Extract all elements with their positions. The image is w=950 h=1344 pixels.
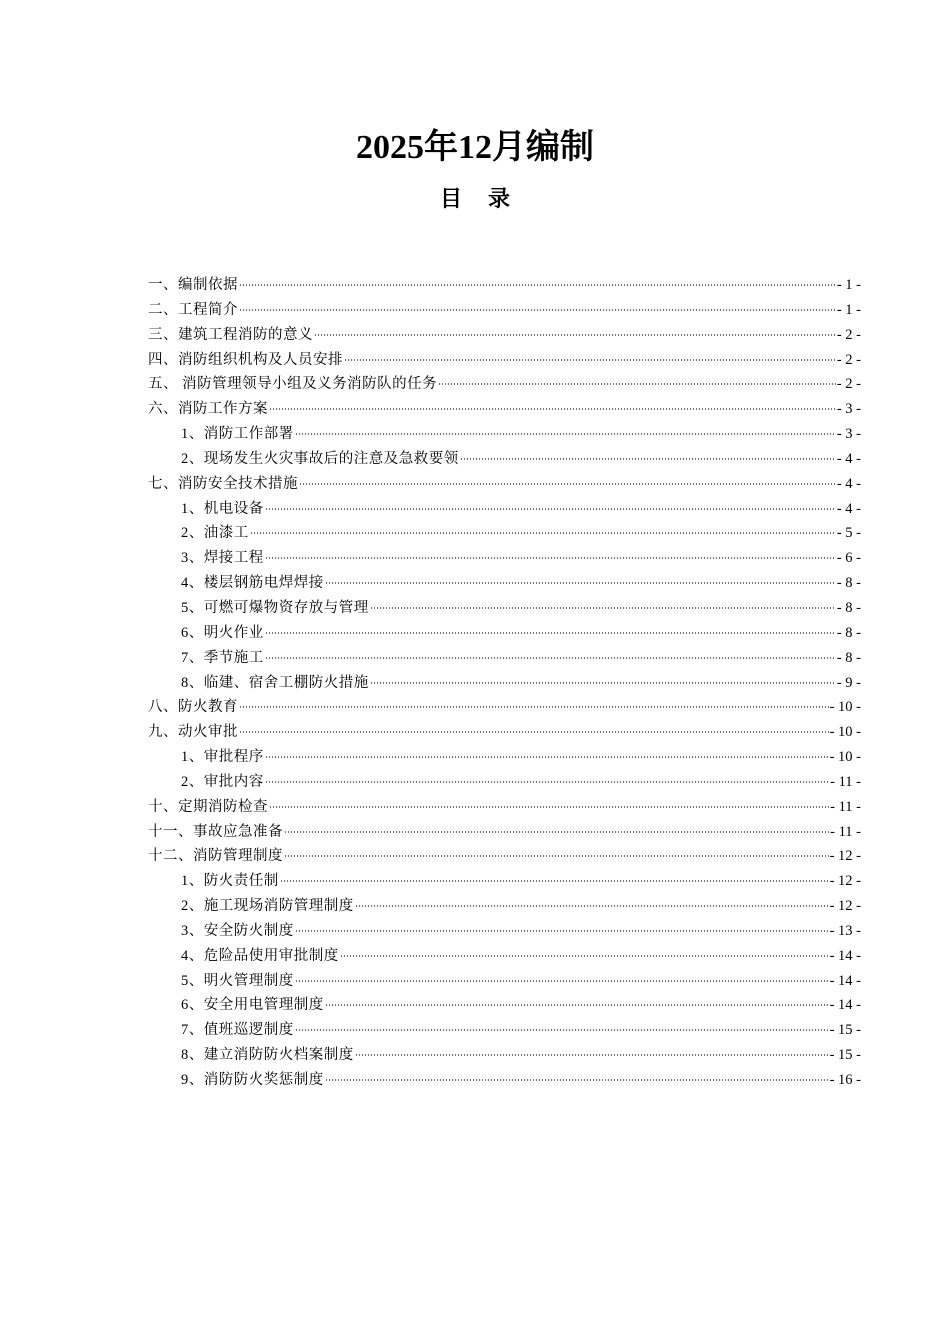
toc-entry-label: 五、 消防管理领导小组及义务消防队的任务 (148, 376, 438, 393)
toc-entry-label: 十二、消防管理制度 (148, 848, 283, 865)
toc-entry[interactable] (148, 372, 861, 397)
toc-entry-page-number: - 12 - (829, 848, 861, 865)
toc-entry-page-number: - 14 - (829, 972, 861, 989)
toc-entry[interactable] (148, 323, 861, 348)
toc-entry-label: 6、安全用电管理制度 (181, 997, 324, 1014)
toc-entry-page-number: - 12 - (829, 873, 861, 890)
toc-dot-leader (295, 930, 829, 932)
toc-heading: 目录 (439, 186, 536, 211)
toc-entry[interactable] (148, 820, 861, 845)
toc-dot-leader (295, 1029, 829, 1031)
toc-dot-leader (265, 781, 829, 783)
toc-entry-label: 二、工程简介 (148, 301, 238, 318)
toc-entry-label: 2、现场发生火灾事故后的注意及急救要领 (181, 450, 459, 467)
toc-entry-page-number: - 6 - (836, 550, 861, 567)
toc-entry[interactable] (148, 795, 861, 820)
toc-entry-page-number: - 15 - (829, 1047, 861, 1064)
toc-entry[interactable] (148, 1043, 861, 1068)
toc-entry-page-number: - 8 - (836, 575, 861, 592)
toc-entry[interactable] (148, 1018, 861, 1043)
toc-entry-label: 1、防火责任制 (181, 873, 279, 890)
toc-entry-page-number: - 1 - (836, 301, 861, 318)
toc-entry-page-number: - 14 - (829, 997, 861, 1014)
toc-dot-leader (265, 557, 836, 559)
toc-entry-label: 5、可燃可爆物资存放与管理 (181, 599, 369, 616)
toc-entry-page-number: - 8 - (836, 624, 861, 641)
toc-dot-leader (370, 607, 836, 609)
toc-dot-leader (250, 532, 836, 534)
toc-dot-leader (370, 682, 836, 684)
toc-entry-page-number: - 1 - (836, 277, 861, 293)
toc-entry[interactable] (148, 671, 861, 696)
document-title: 2025年12月编制 (356, 129, 594, 166)
toc-entry[interactable] (148, 447, 861, 472)
toc-entry-page-number: - 10 - (829, 724, 861, 741)
toc-dot-leader (265, 756, 829, 758)
toc-dot-leader (325, 1004, 829, 1006)
toc-entry-page-number: - 14 - (829, 947, 861, 964)
toc-dot-leader (355, 1054, 829, 1056)
toc-dot-leader (284, 831, 829, 833)
toc-entry[interactable] (148, 397, 861, 422)
toc-entry[interactable] (148, 497, 861, 522)
toc-entry-label: 1、审批程序 (181, 749, 264, 766)
toc-entry[interactable] (148, 944, 861, 969)
toc-entry[interactable] (148, 894, 861, 919)
toc-entry[interactable] (148, 621, 861, 646)
toc-entry-page-number: - 4 - (836, 450, 861, 467)
toc-entry-label: 2、油漆工 (181, 525, 249, 542)
toc-entry-page-number: - 10 - (829, 749, 861, 766)
toc-entry-label: 2、施工现场消防管理制度 (181, 898, 354, 915)
toc-entry-page-number: - 9 - (836, 674, 861, 691)
toc-dot-leader (280, 880, 829, 882)
toc-entry[interactable] (148, 695, 861, 720)
toc-entry-page-number: - 13 - (829, 922, 861, 939)
toc-entry-label: 7、季节施工 (181, 649, 264, 666)
toc-dot-leader (284, 855, 829, 857)
toc-entry-label: 4、危险品使用审批制度 (181, 947, 339, 964)
toc-entry-label: 2、审批内容 (181, 773, 264, 790)
toc-dot-leader (239, 284, 836, 286)
toc-entry-label: 8、建立消防防火档案制度 (181, 1047, 354, 1064)
toc-dot-leader (295, 980, 829, 982)
toc-entry-label: 5、明火管理制度 (181, 972, 294, 989)
toc-entry[interactable] (148, 596, 861, 621)
toc-dot-leader (299, 483, 836, 485)
toc-dot-leader (265, 657, 836, 659)
toc-entry-label: 9、消防防火奖惩制度 (181, 1072, 324, 1088)
toc-entry[interactable] (148, 745, 861, 770)
toc-entry-label: 1、机电设备 (181, 500, 264, 517)
toc-entry[interactable] (148, 646, 861, 671)
toc-entry-label: 4、楼层钢筋电焊焊接 (181, 575, 324, 592)
toc-entry[interactable] (148, 919, 861, 944)
toc-entry[interactable] (148, 521, 861, 546)
toc-entry-page-number: - 12 - (829, 898, 861, 915)
toc-entry-page-number: - 8 - (836, 599, 861, 616)
toc-entry-label: 3、焊接工程 (181, 550, 264, 567)
toc-entry-page-number: - 11 - (830, 823, 861, 840)
toc-entry-label: 十一、事故应急准备 (148, 823, 283, 840)
toc-entry[interactable] (148, 969, 861, 994)
toc-entry-page-number: - 2 - (836, 351, 861, 368)
toc-dot-leader (269, 806, 829, 808)
toc-entry-page-number: - 2 - (836, 376, 861, 393)
toc-dot-leader (265, 508, 836, 510)
toc-entry-label: 6、明火作业 (181, 624, 264, 641)
toc-dot-leader (239, 731, 829, 733)
toc-entry-label: 8、临建、宿舍工棚防火措施 (181, 674, 369, 691)
toc-entry-label: 3、安全防火制度 (181, 922, 294, 939)
toc-dot-leader (314, 334, 836, 336)
toc-entry[interactable] (148, 993, 861, 1018)
toc-entry-label: 三、建筑工程消防的意义 (148, 326, 313, 343)
toc-entry[interactable] (148, 869, 861, 894)
toc-entry[interactable] (148, 546, 861, 571)
toc-entry-page-number: - 15 - (829, 1022, 861, 1039)
toc-entry-page-number: - 2 - (836, 326, 861, 343)
toc-entry-page-number: - 4 - (836, 475, 861, 492)
toc-entry[interactable] (148, 348, 861, 373)
table-of-contents (148, 273, 861, 1093)
toc-entry[interactable] (148, 273, 861, 298)
toc-dot-leader (344, 359, 836, 361)
toc-dot-leader (239, 309, 836, 311)
toc-entry-page-number: - 3 - (836, 401, 861, 418)
toc-entry-label: 7、值班巡逻制度 (181, 1022, 294, 1039)
toc-entry-label: 1、消防工作部署 (181, 426, 294, 443)
toc-entry-page-number: - 11 - (830, 798, 861, 815)
toc-entry-label: 八、防火教育 (148, 699, 238, 716)
toc-entry[interactable] (148, 571, 861, 596)
toc-entry-page-number: - 3 - (836, 426, 861, 443)
toc-entry-page-number: - 8 - (836, 649, 861, 666)
toc-dot-leader (325, 582, 836, 584)
toc-entry[interactable] (148, 298, 861, 323)
toc-entry-label: 九、动火审批 (148, 724, 238, 741)
toc-entry-page-number: - 16 - (829, 1072, 861, 1088)
toc-dot-leader (269, 408, 836, 410)
toc-entry[interactable] (148, 844, 861, 869)
toc-dot-leader (265, 632, 836, 634)
toc-dot-leader (355, 905, 829, 907)
toc-dot-leader (438, 383, 836, 385)
toc-entry-page-number: - 4 - (836, 500, 861, 517)
toc-entry-page-number: - 11 - (830, 773, 861, 790)
toc-dot-leader (340, 955, 829, 957)
toc-entry-label: 六、消防工作方案 (148, 401, 268, 418)
toc-entry-label: 十、定期消防检查 (148, 798, 268, 815)
toc-dot-leader (325, 1079, 829, 1081)
toc-entry-page-number: - 5 - (836, 525, 861, 542)
toc-entry-label: 一、编制依据 (148, 277, 238, 293)
toc-entry-label: 七、消防安全技术措施 (148, 475, 298, 492)
toc-dot-leader (239, 706, 829, 708)
toc-entry[interactable] (148, 472, 861, 497)
toc-entry[interactable] (148, 770, 861, 795)
toc-dot-leader (460, 458, 836, 460)
toc-entry-label: 四、消防组织机构及人员安排 (148, 351, 343, 368)
toc-dot-leader (295, 433, 836, 435)
toc-entry[interactable] (148, 720, 861, 745)
toc-entry[interactable] (148, 422, 861, 447)
toc-entry[interactable] (148, 1068, 861, 1093)
toc-entry-page-number: - 10 - (829, 699, 861, 716)
